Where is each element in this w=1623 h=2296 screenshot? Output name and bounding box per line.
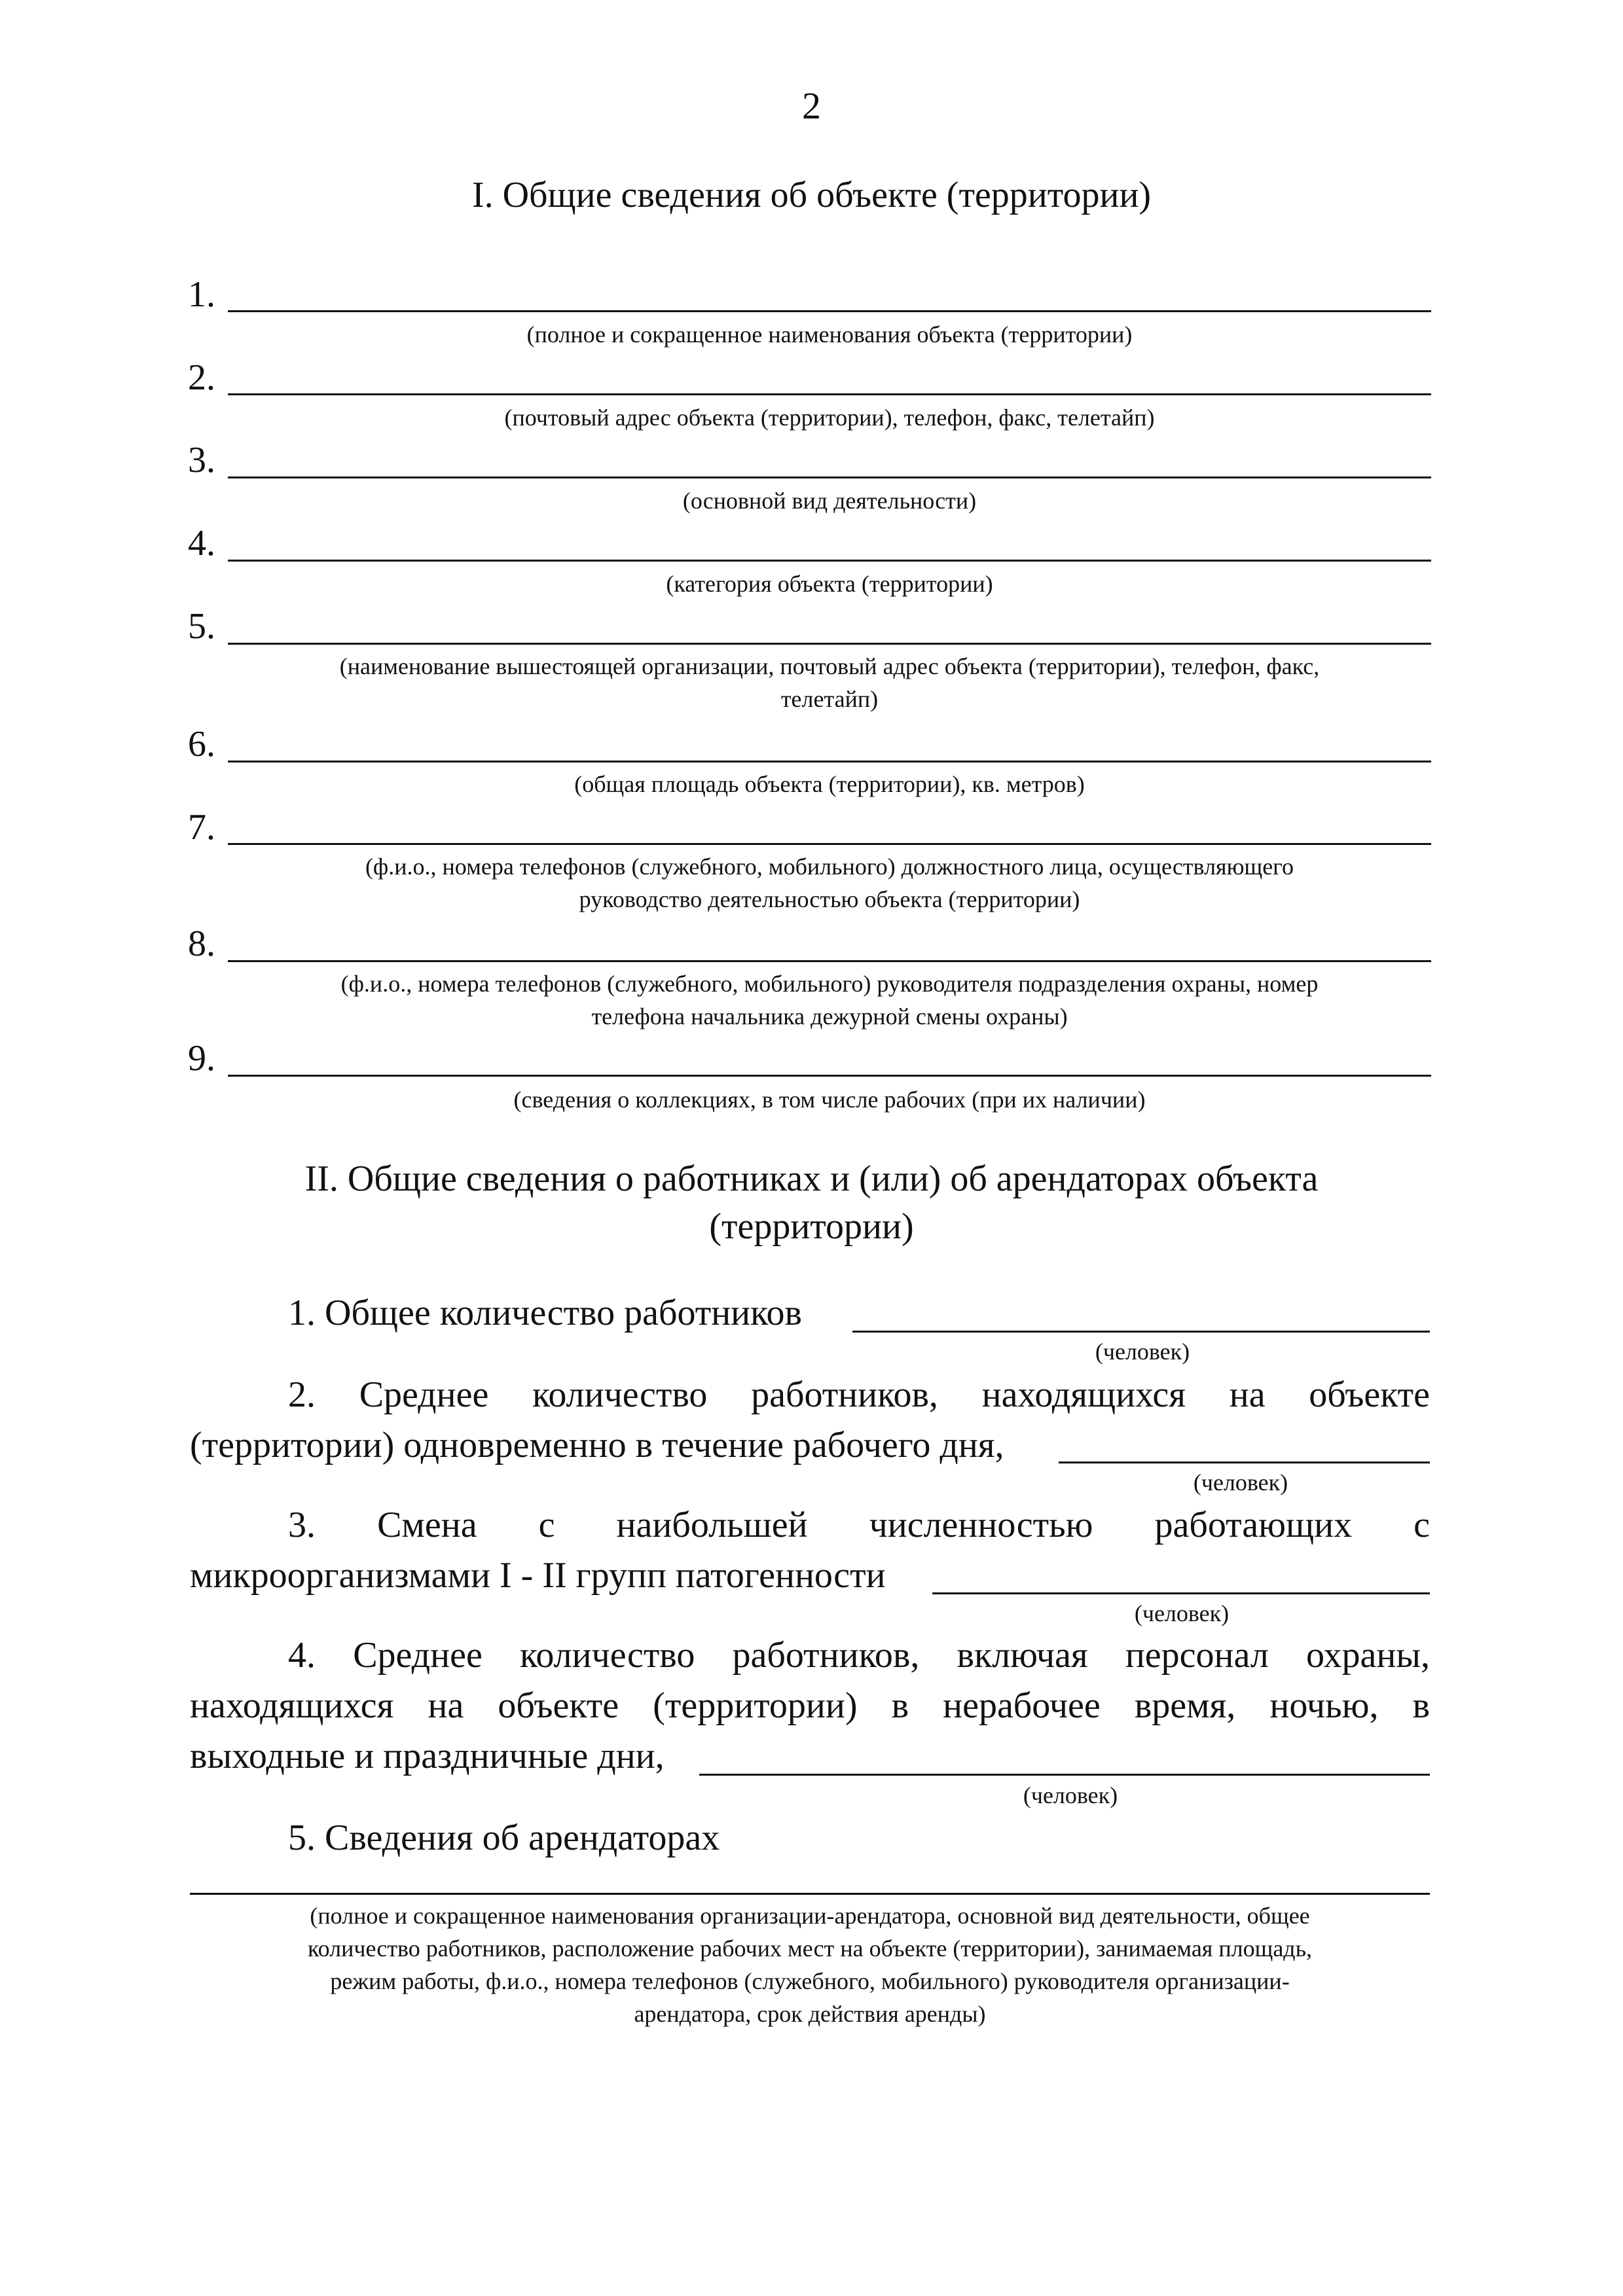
item-4-field[interactable] xyxy=(228,560,1431,562)
item-9-field[interactable] xyxy=(228,1075,1431,1077)
p3-field[interactable] xyxy=(932,1592,1430,1594)
p3-line2: микроорганизмами I - II групп патогенности xyxy=(190,1555,886,1596)
item-5-caption-line2: телетайп) xyxy=(780,686,879,712)
p5-caption-line1: (полное и сокращенное наименования организации-арендатора, основной вид деятельности, общее xyxy=(310,1903,1310,1929)
item-7-field[interactable] xyxy=(228,843,1431,845)
section1-title: I. Общие сведения об объекте (территории) xyxy=(471,175,1152,215)
p5-text: 5. Сведения об арендаторах xyxy=(288,1818,720,1858)
item-4-number: 4. xyxy=(188,523,215,564)
p1-field[interactable] xyxy=(852,1331,1430,1333)
p5-caption-line2: количество работников, расположение рабочих мест на объекте (территории), занимаемая площадь, xyxy=(307,1935,1313,1962)
p5-field[interactable] xyxy=(190,1893,1430,1895)
item-7-caption-line2: руководство деятельностью объекта (территории) xyxy=(579,886,1080,912)
item-2-caption: (почтовый адрес объекта (территории), телефон, факс, телетайп) xyxy=(504,404,1155,431)
p4-line2: находящихся на объекте (территории) в нерабочее время, ночью, в xyxy=(190,1685,1430,1726)
item-9-number: 9. xyxy=(188,1038,215,1079)
item-1-caption: (полное и сокращенное наименования объекта (территории) xyxy=(526,321,1133,348)
section2-title-line2: (территории) xyxy=(709,1206,914,1247)
p1-unit: (человек) xyxy=(1095,1338,1190,1365)
item-8-field[interactable] xyxy=(228,960,1431,962)
p2-line2: (территории) одновременно в течение рабочего дня, xyxy=(190,1425,1004,1465)
p3-unit: (человек) xyxy=(1134,1600,1230,1626)
p2-line1: 2. Среднее количество работников, находящихся на объекте xyxy=(288,1374,1430,1415)
p5-caption-line4: арендатора, срок действия аренды) xyxy=(634,2001,986,2027)
item-5-caption-line1: (наименование вышестоящей организации, почтовый адрес объекта (территории), телефон, факс, xyxy=(339,653,1320,679)
item-2-field[interactable] xyxy=(228,393,1431,395)
item-9-caption: (сведения о коллекциях, в том числе рабочих (при их наличии) xyxy=(513,1086,1146,1113)
item-6-field[interactable] xyxy=(228,761,1431,762)
item-3-field[interactable] xyxy=(228,476,1431,478)
p3-line1: 3. Смена с наибольшей численностью работающих с xyxy=(288,1505,1430,1545)
p4-line1: 4. Среднее количество работников, включая персонал охраны, xyxy=(288,1635,1430,1676)
p2-field[interactable] xyxy=(1059,1462,1430,1463)
p4-line3: выходные и праздничные дни, xyxy=(190,1736,665,1776)
p5-caption-line3: режим работы, ф.и.о., номера телефонов (служебного, мобильного) руководителя организации- xyxy=(330,1968,1290,1994)
item-1-field[interactable] xyxy=(228,310,1431,312)
p4-field[interactable] xyxy=(699,1774,1430,1776)
p4-unit: (человек) xyxy=(1023,1782,1118,1808)
item-8-number: 8. xyxy=(188,924,215,964)
item-7-caption-line1: (ф.и.о., номера телефонов (служебного, мобильного) должностного лица, осуществляющего xyxy=(365,853,1294,880)
item-2-number: 2. xyxy=(188,357,215,398)
p2-unit: (человек) xyxy=(1193,1469,1288,1496)
item-7-number: 7. xyxy=(188,807,215,848)
item-5-number: 5. xyxy=(188,606,215,647)
item-4-caption: (категория объекта (территории) xyxy=(666,571,993,597)
item-5-field[interactable] xyxy=(228,643,1431,645)
item-1-number: 1. xyxy=(188,274,215,315)
section2-title-line1: II. Общие сведения о работниках и (или) об арендаторах объекта xyxy=(304,1158,1319,1199)
item-3-number: 3. xyxy=(188,440,215,480)
item-8-caption-line1: (ф.и.о., номера телефонов (служебного, мобильного) руководителя подразделения охраны, номер xyxy=(340,971,1319,997)
item-8-caption-line2: телефона начальника дежурной смены охраны) xyxy=(591,1003,1068,1030)
p1-text: 1. Общее количество работников xyxy=(288,1293,802,1333)
page-number: 2 xyxy=(802,84,821,127)
item-3-caption: (основной вид деятельности) xyxy=(682,488,977,514)
item-6-caption: (общая площадь объекта (территории), кв. метров) xyxy=(574,771,1085,797)
item-6-number: 6. xyxy=(188,724,215,764)
